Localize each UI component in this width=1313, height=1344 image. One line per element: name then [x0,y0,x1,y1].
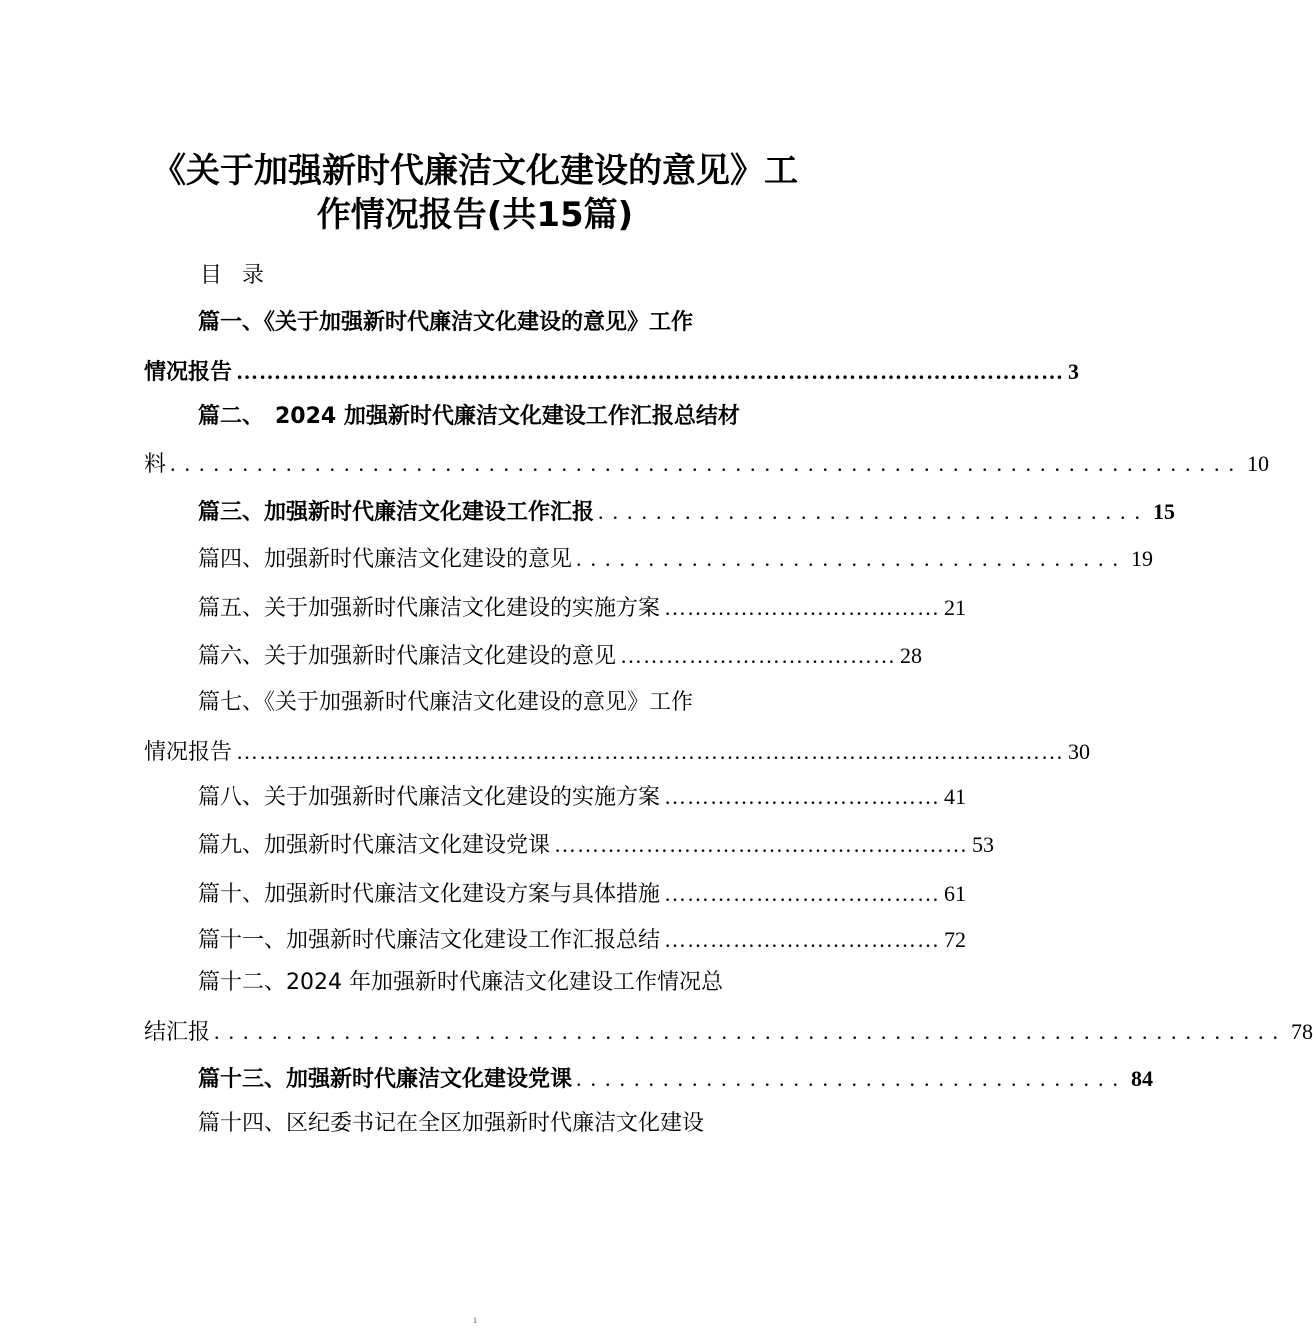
toc-page-number: 41 [944,784,967,809]
toc-entry-label: 结汇报 [144,1020,211,1045]
toc-page-number: 53 [972,832,995,857]
toc-entry-label: 情况报告 [144,360,233,385]
dot-leader: ...................................... [576,546,1128,571]
toc-entry-8[interactable] [198,779,967,816]
toc-page-number: 30 [1068,739,1091,764]
toc-page-number: 61 [944,881,967,906]
toc-entry-5[interactable] [198,590,967,627]
toc-entry-13[interactable] [198,1061,1154,1098]
toc-entry-label: 篇十、加强新时代廉洁文化建设方案与具体措施 [198,882,661,907]
toc-entry-6[interactable] [198,638,923,675]
dot-leader: ...................................... [598,499,1150,524]
toc-page-number: 10 [1247,451,1270,476]
toc-entry-4[interactable] [198,541,1154,578]
toc-page-number: 3 [1068,359,1080,384]
dot-leader: ……………………………………………………………………………………………… [236,739,1065,764]
toc-entry-label: 篇三、加强新时代廉洁文化建设工作汇报 [198,500,595,525]
toc-entry-10[interactable] [198,876,967,913]
toc-page-number: 28 [900,643,923,668]
toc-entry-14-line-1[interactable]: 篇十四、区纪委书记在全区加强新时代廉洁文化建设 [198,1111,705,1136]
toc-entry-3[interactable] [198,494,1176,531]
toc-page-number: 78 [1291,1019,1313,1044]
toc-entry-label: 情况报告 [144,740,233,765]
toc-entry-11[interactable] [198,922,967,959]
toc-entry-9[interactable] [198,827,995,864]
toc-page-number: 72 [944,927,967,952]
toc-entry-1[interactable] [144,354,1080,391]
toc-heading: 目录 [200,263,285,288]
dot-leader: ……………………………… [664,784,941,809]
dot-leader: ……………………………… [664,927,941,952]
document-title-line-2: 作情况报告(共15篇) [316,195,634,235]
toc-entry-1-line-1[interactable]: 篇一、《关于加强新时代廉洁文化建设的意见》工作 [198,310,694,335]
dot-leader: ……………………………… [620,643,897,668]
toc-page-number: 84 [1131,1066,1154,1091]
toc-page-number: 15 [1153,499,1176,524]
dot-leader: ……………………………………………………………………………………………… [236,359,1065,384]
toc-entry-2[interactable] [144,446,1270,483]
dot-leader: ……………………………… [664,881,941,906]
toc-entry-label: 篇九、加强新时代廉洁文化建设党课 [198,833,551,858]
dot-leader: ……………………………… [664,595,941,620]
document-title-line-1: 《关于加强新时代廉洁文化建设的意见》工 [152,151,798,191]
page-number: 1 [473,1316,477,1325]
toc-entry-label: 篇四、加强新时代廉洁文化建设的意见 [198,547,573,572]
toc-entry-label: 料 [144,452,167,477]
toc-entry-label: 篇十三、加强新时代廉洁文化建设党课 [198,1067,573,1092]
toc-page-number: 21 [944,595,967,620]
dot-leader: .......................................................................... [170,451,1244,476]
toc-entry-label: 篇五、关于加强新时代廉洁文化建设的实施方案 [198,596,661,621]
toc-entry-12[interactable] [144,1014,1313,1051]
toc-page-number: 19 [1131,546,1154,571]
dot-leader: ……………………………………………… [554,832,969,857]
toc-entry-7-line-1[interactable]: 篇七、《关于加强新时代廉洁文化建设的意见》工作 [198,690,694,715]
toc-entry-7[interactable] [144,734,1091,771]
toc-entry-12-line-1[interactable]: 篇十二、2024 年加强新时代廉洁文化建设工作情况总 [198,970,723,995]
toc-entry-label: 篇八、关于加强新时代廉洁文化建设的实施方案 [198,785,661,810]
dot-leader: ...................................... [576,1066,1128,1091]
toc-entry-label: 篇十一、加强新时代廉洁文化建设工作汇报总结 [198,928,661,953]
toc-entry-2-line-1[interactable]: 篇二、 2024 加强新时代廉洁文化建设工作汇报总结材 [198,404,740,429]
dot-leader: .......................................................................... [214,1019,1288,1044]
toc-entry-label: 篇六、关于加强新时代廉洁文化建设的意见 [198,644,617,669]
